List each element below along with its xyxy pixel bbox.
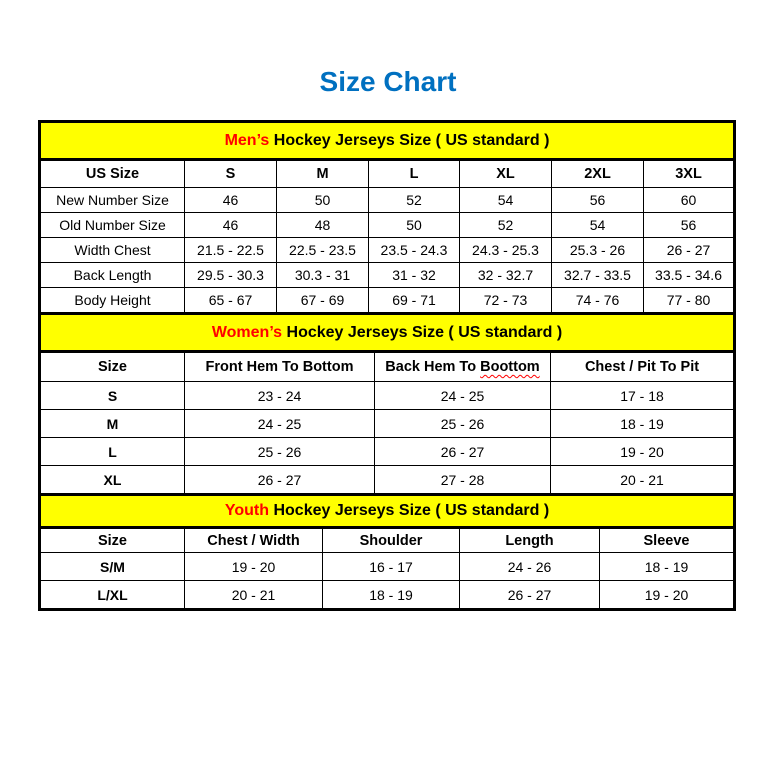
- mens-col-header: 3XL: [644, 160, 735, 188]
- womens-cell: 17 - 18: [551, 382, 735, 410]
- mens-cell: 50: [369, 213, 460, 238]
- womens-col-header: [375, 352, 551, 382]
- womens-cell: 26 - 27: [185, 466, 375, 495]
- youth-row-label: S/M: [40, 553, 185, 581]
- mens-cell: 22.5 - 23.5: [277, 238, 369, 263]
- size-chart-page: [0, 66, 776, 611]
- mens-row-label: Width Chest: [40, 238, 185, 263]
- youth-col-header: Sleeve: [600, 528, 735, 553]
- mens-cell: 67 - 69: [277, 288, 369, 314]
- mens-cell: 74 - 76: [552, 288, 644, 314]
- youth-header-row: [40, 528, 735, 553]
- youth-cell: 16 - 17: [323, 553, 460, 581]
- mens-row-label: Back Length: [40, 263, 185, 288]
- mens-cell: 30.3 - 31: [277, 263, 369, 288]
- table-row: [40, 188, 735, 213]
- mens-row-label: New Number Size: [40, 188, 185, 213]
- table-row: [40, 438, 735, 466]
- mens-cell: 29.5 - 30.3: [185, 263, 277, 288]
- womens-cell: 24 - 25: [185, 410, 375, 438]
- womens-col-header-misspelled-word: Boottom: [480, 359, 540, 375]
- mens-cell: 77 - 80: [644, 288, 735, 314]
- table-row: [40, 466, 735, 495]
- youth-cell: 18 - 19: [323, 581, 460, 610]
- table-row: [40, 213, 735, 238]
- youth-cell: 19 - 20: [600, 581, 735, 610]
- mens-cell: 32.7 - 33.5: [552, 263, 644, 288]
- womens-cell: 25 - 26: [185, 438, 375, 466]
- mens-banner-row: [40, 122, 735, 160]
- table-row: [40, 382, 735, 410]
- womens-col-header: Chest / Pit To Pit: [551, 352, 735, 382]
- mens-cell: 54: [552, 213, 644, 238]
- table-row: [40, 263, 735, 288]
- mens-cell: 25.3 - 26: [552, 238, 644, 263]
- womens-cell: 27 - 28: [375, 466, 551, 495]
- mens-cell: 56: [552, 188, 644, 213]
- youth-section-title: Hockey Jerseys Size ( US standard ): [269, 502, 550, 519]
- youth-section-header: [40, 495, 735, 528]
- mens-col-header: 2XL: [552, 160, 644, 188]
- youth-cell: 20 - 21: [185, 581, 323, 610]
- mens-cell: 50: [277, 188, 369, 213]
- womens-col-header: Size: [40, 352, 185, 382]
- womens-cell: 18 - 19: [551, 410, 735, 438]
- mens-col-header: S: [185, 160, 277, 188]
- mens-row-label: Old Number Size: [40, 213, 185, 238]
- womens-cell: 23 - 24: [185, 382, 375, 410]
- mens-col-header: L: [369, 160, 460, 188]
- mens-col-header: XL: [460, 160, 552, 188]
- womens-section-header: [40, 314, 735, 352]
- womens-size-table: [38, 312, 736, 496]
- table-row: [40, 553, 735, 581]
- mens-cell: 31 - 32: [369, 263, 460, 288]
- mens-cell: 33.5 - 34.6: [644, 263, 735, 288]
- youth-size-table: [38, 493, 736, 611]
- womens-header-row: [40, 352, 735, 382]
- youth-col-header: Length: [460, 528, 600, 553]
- table-row: [40, 288, 735, 314]
- youth-cell: 26 - 27: [460, 581, 600, 610]
- womens-section-highlight: Women’s: [211, 323, 283, 341]
- youth-col-header: Chest / Width: [185, 528, 323, 553]
- womens-row-label: S: [40, 382, 185, 410]
- mens-cell: 69 - 71: [369, 288, 460, 314]
- mens-col-header: US Size: [40, 160, 185, 188]
- mens-cell: 46: [185, 213, 277, 238]
- youth-section-highlight: Youth: [224, 502, 270, 519]
- mens-cell: 46: [185, 188, 277, 213]
- mens-cell: 60: [644, 188, 735, 213]
- womens-cell: 25 - 26: [375, 410, 551, 438]
- mens-section-highlight: Men’s: [224, 131, 270, 149]
- womens-section-title: Hockey Jerseys Size ( US standard ): [282, 323, 563, 341]
- mens-cell: 32 - 32.7: [460, 263, 552, 288]
- mens-cell: 54: [460, 188, 552, 213]
- mens-cell: 65 - 67: [185, 288, 277, 314]
- youth-cell: 24 - 26: [460, 553, 600, 581]
- mens-size-table: [38, 120, 736, 315]
- mens-cell: 56: [644, 213, 735, 238]
- page-title: Size Chart: [319, 66, 457, 97]
- youth-col-header: Size: [40, 528, 185, 553]
- mens-row-label: Body Height: [40, 288, 185, 314]
- mens-header-row: [40, 160, 735, 188]
- mens-cell: 72 - 73: [460, 288, 552, 314]
- youth-cell: 18 - 19: [600, 553, 735, 581]
- womens-row-label: L: [40, 438, 185, 466]
- womens-cell: 19 - 20: [551, 438, 735, 466]
- womens-banner-row: [40, 314, 735, 352]
- mens-cell: 52: [369, 188, 460, 213]
- mens-section-header: [40, 122, 735, 160]
- table-row: [40, 581, 735, 610]
- youth-banner-row: [40, 495, 735, 528]
- youth-row-label: L/XL: [40, 581, 185, 610]
- youth-cell: 19 - 20: [185, 553, 323, 581]
- womens-col-header: Front Hem To Bottom: [185, 352, 375, 382]
- womens-cell: 20 - 21: [551, 466, 735, 495]
- youth-col-header: Shoulder: [323, 528, 460, 553]
- womens-cell: 26 - 27: [375, 438, 551, 466]
- mens-cell: 24.3 - 25.3: [460, 238, 552, 263]
- table-row: [40, 410, 735, 438]
- womens-row-label: M: [40, 410, 185, 438]
- womens-row-label: XL: [40, 466, 185, 495]
- mens-section-title: Hockey Jerseys Size ( US standard ): [269, 131, 550, 149]
- mens-cell: 26 - 27: [644, 238, 735, 263]
- mens-col-header: M: [277, 160, 369, 188]
- mens-cell: 48: [277, 213, 369, 238]
- mens-cell: 52: [460, 213, 552, 238]
- table-row: [40, 238, 735, 263]
- size-chart-tables: [38, 120, 733, 611]
- womens-col-header-prefix: Back Hem To: [385, 359, 481, 375]
- mens-cell: 21.5 - 22.5: [185, 238, 277, 263]
- mens-cell: 23.5 - 24.3: [369, 238, 460, 263]
- womens-cell: 24 - 25: [375, 382, 551, 410]
